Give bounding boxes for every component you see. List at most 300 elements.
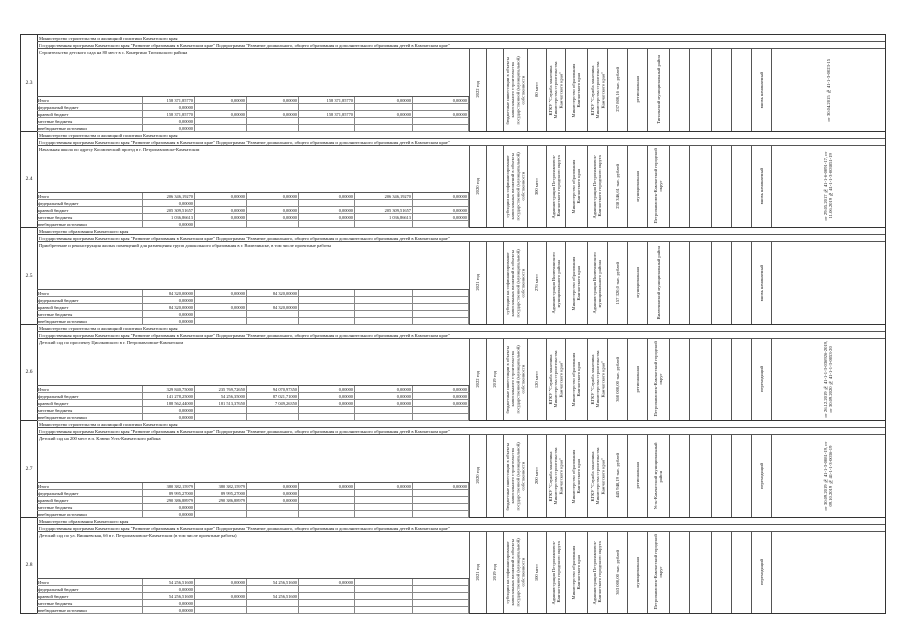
ministry-header: Министерство образования Камчатского края	[37, 228, 885, 235]
attribute-cell	[469, 146, 486, 228]
attribute-text: Министерство образования Камчатского края	[571, 159, 582, 214]
attribute-cell	[689, 49, 711, 131]
financing-value: 235 769,72650	[195, 386, 247, 393]
financing-value	[413, 511, 469, 518]
financing-row	[37, 497, 469, 504]
financing-value	[413, 407, 469, 414]
financing-value	[355, 579, 413, 586]
attribute-text: Тигильский муниципальный район	[655, 55, 661, 125]
financing-value	[195, 407, 247, 414]
attribute-cell	[627, 146, 647, 228]
financing-source-label: внебюджетные источники	[37, 607, 143, 614]
financing-value	[247, 586, 299, 593]
project-title: Детский сад по ул. Вишневская, 6б в г. Петропавловске-Камчатском (в том числе проектные работы)	[39, 532, 237, 538]
financing-value: 0,00000	[247, 111, 299, 118]
financing-source-label: федеральный бюджет	[37, 586, 143, 593]
financing-row	[37, 125, 469, 132]
attribute-cell	[503, 435, 527, 517]
financing-value: 0,00000	[143, 297, 195, 304]
financing-value: 0,00000	[299, 386, 355, 393]
project-block	[21, 518, 885, 615]
financing-value	[413, 600, 469, 607]
financing-value: 1 036,86613	[143, 214, 195, 221]
financing-value	[355, 490, 413, 497]
financing-value: 0,00000	[195, 193, 247, 200]
attribute-text: Министерство образования Камчатского края	[571, 545, 582, 600]
attribute-cell	[503, 242, 527, 324]
attribute-cell	[771, 532, 885, 614]
attribute-cell	[751, 435, 771, 517]
financing-row	[37, 311, 469, 318]
financing-row	[37, 414, 469, 421]
attribute-cell	[751, 146, 771, 228]
financing-value: 0,00000	[355, 400, 413, 407]
financing-value: 0,00000	[143, 221, 195, 228]
financing-source-label: федеральный бюджет	[37, 393, 143, 400]
financing-value	[247, 504, 299, 511]
financing-value: 0,00000	[413, 207, 469, 214]
financing-row	[37, 593, 469, 600]
financing-source-label: федеральный бюджет	[37, 490, 143, 497]
financing-row	[37, 490, 469, 497]
ministry-header: Министерство строительства и жилищной политики Камчатского края	[37, 132, 885, 139]
financing-source-label: местные бюджеты	[37, 118, 143, 125]
attribute-text: 80 мест	[534, 82, 540, 98]
financing-value	[247, 607, 299, 614]
financing-value: 0,00000	[413, 400, 469, 407]
project-title: Строительство детского сада на 80 мест в с. Конергино Тигильского района	[39, 50, 188, 55]
attribute-cell	[731, 49, 751, 131]
attribute-text: субсидии на софинансирование капитальных вложений в объекты государственной (муниципальной) собственности	[505, 152, 526, 221]
attribute-cell	[607, 339, 627, 421]
document-table	[20, 34, 886, 614]
financing-value	[299, 200, 355, 207]
financing-value	[413, 414, 469, 421]
financing-value: 89 995,27000	[195, 490, 247, 497]
financing-row	[37, 318, 469, 325]
attribute-text: субсидии на софинансирование капитальных вложений в объекты государственной (муниципальной) собственности	[505, 248, 526, 317]
financing-value: 158 371,85770	[143, 97, 195, 104]
program-header: Государственная программа Камчатского края "Развитие образования в Камчатском крае" Подпрограмма "Развитие дошкольного, общего образования и дополнительного образования детей в Камчатском крае"	[37, 525, 885, 532]
financing-row	[37, 400, 469, 407]
attribute-cell	[689, 532, 711, 614]
financing-value	[355, 104, 413, 111]
attribute-text: Администрация Петропавловск-Камчатского городского округа	[550, 540, 561, 605]
attribute-cell	[546, 49, 565, 131]
financing-value	[299, 504, 355, 511]
financing-value	[195, 221, 247, 228]
project-title: Начальная школа по адресу Космический проезд в г. Петропавловске-Камчатском	[39, 146, 200, 152]
financing-value: 1 036,86613	[355, 214, 413, 221]
attribute-text: КГКУ "Служба заказчика Министерства строительства Камчатского края"	[548, 447, 564, 505]
attribute-cell	[627, 532, 647, 614]
financing-value	[355, 504, 413, 511]
attribute-text: 120 мест	[534, 370, 540, 388]
attribute-text: 2020 год	[475, 467, 481, 485]
financing-value: 0,00000	[195, 579, 247, 586]
financing-row	[37, 118, 469, 125]
attribute-cell	[546, 435, 565, 517]
attribute-cell	[469, 242, 486, 324]
financing-source-label: федеральный бюджет	[37, 200, 143, 207]
attribute-text: 157 320,0 тыс. рублей	[614, 261, 620, 304]
financing-value	[355, 586, 413, 593]
financing-value	[299, 221, 355, 228]
financing-source-label: федеральный бюджет	[37, 297, 143, 304]
financing-value: 205 309,51657	[355, 207, 413, 214]
project-title: Детский сад на 200 мест в п. Ключи Усть-Камчатского района	[39, 436, 161, 441]
attribute-text: 2020 год	[475, 177, 481, 195]
attribute-text: 238 346,61 тыс. рублей	[614, 163, 620, 209]
financing-value	[247, 118, 299, 125]
financing-value: 0,00000	[143, 586, 195, 593]
financing-table	[37, 482, 469, 518]
attribute-cell	[486, 339, 503, 421]
financing-value: 158 371,85770	[299, 111, 355, 118]
attribute-text: Петропавловск-Камчатский городской округ	[653, 534, 664, 610]
financing-source-label: местные бюджеты	[37, 504, 143, 511]
financing-value	[299, 593, 355, 600]
financing-row	[37, 579, 469, 586]
attribute-cell	[607, 49, 627, 131]
attribute-text: Администрация Петропавловск-Камчатского городского округа	[592, 540, 603, 605]
attribute-cell	[469, 435, 486, 517]
attribute-cell	[607, 242, 627, 324]
attribute-cell	[486, 242, 503, 324]
financing-value: 0,00000	[195, 214, 247, 221]
financing-row	[37, 221, 469, 228]
financing-value: 84 320,00000	[247, 304, 299, 311]
financing-value	[413, 304, 469, 311]
attribute-text: региональная	[634, 462, 640, 489]
financing-value	[299, 290, 355, 297]
financing-value	[195, 104, 247, 111]
financing-row	[37, 504, 469, 511]
attribute-text: субсидии на софинансирование капитальных вложений в объекты государственной (муниципальной) собственности	[505, 538, 526, 607]
attribute-cell	[527, 49, 546, 131]
attribute-text: Вилючинский муниципальный район	[655, 246, 661, 320]
financing-value	[195, 600, 247, 607]
financing-table	[37, 385, 469, 421]
attribute-cell	[751, 242, 771, 324]
attribute-cell	[527, 242, 546, 324]
attribute-text: Усть-Камчатский муниципальный район	[653, 442, 664, 510]
attribute-cell	[565, 146, 587, 228]
attribute-cell	[689, 435, 711, 517]
financing-value: 54 256,35000	[195, 393, 247, 400]
financing-value: 181 513,37650	[195, 400, 247, 407]
financing-value: 87 021,71000	[247, 393, 299, 400]
attribute-text: муниципальная	[634, 556, 640, 588]
attribute-text: от 30.04.2015 № 41-1-3-0023-15	[825, 58, 831, 121]
attribute-text: от 26.12.2019 № 41-1-1-3-036926-2019, от 30.09.2020 № 41-1-1-3-0053-20	[823, 340, 834, 418]
financing-value: 158 371,85770	[299, 97, 355, 104]
financing-source-label: местные бюджеты	[37, 600, 143, 607]
financing-value: 0,00000	[299, 393, 355, 400]
row-number: 2.5	[21, 228, 38, 324]
financing-value	[195, 586, 247, 593]
financing-source-label: внебюджетные источники	[37, 318, 143, 325]
financing-value	[413, 125, 469, 132]
attribute-cell	[527, 435, 546, 517]
attribute-cell	[751, 339, 771, 421]
financing-value: 0,00000	[413, 214, 469, 221]
financing-row	[37, 104, 469, 111]
financing-source-label: краевой бюджет	[37, 111, 143, 118]
financing-value: 84 320,00000	[143, 290, 195, 297]
financing-value: 380 382,15979	[143, 483, 195, 490]
row-number: 2.3	[21, 35, 38, 131]
financing-value	[247, 414, 299, 421]
row-number: 2.8	[21, 518, 38, 614]
program-header: Государственная программа Камчатского края "Развитие образования в Камчатском крае" Подпрограмма "Развитие дошкольного, общего образования и дополнительного образования детей в Камчатском крае"	[37, 428, 885, 435]
attribute-text: Администрация Вилючинского муниципального района	[592, 252, 603, 314]
attribute-text: вновь начинаемый	[758, 264, 764, 301]
attribute-text: 237 800,16 тыс. рублей	[614, 67, 620, 113]
financing-row	[37, 607, 469, 614]
project-block	[21, 325, 885, 422]
financing-row	[37, 97, 469, 104]
financing-value	[299, 318, 355, 325]
attribute-cell	[486, 532, 503, 614]
financing-value	[355, 125, 413, 132]
financing-row	[37, 111, 469, 118]
financing-value	[413, 318, 469, 325]
financing-value: 0,00000	[247, 193, 299, 200]
attribute-cell	[527, 532, 546, 614]
financing-source-label: внебюджетные источники	[37, 221, 143, 228]
attribute-cell	[627, 339, 647, 421]
financing-row	[37, 304, 469, 311]
attribute-cell	[711, 146, 731, 228]
financing-value	[299, 118, 355, 125]
financing-value: 89 995,27000	[143, 490, 195, 497]
attribute-text: региональная	[634, 365, 640, 393]
financing-value	[413, 607, 469, 614]
financing-value	[299, 511, 355, 518]
attribute-text: переходящий	[758, 559, 764, 586]
attribute-cell	[587, 146, 607, 228]
financing-value	[299, 490, 355, 497]
financing-value	[413, 579, 469, 586]
attribute-cell	[627, 49, 647, 131]
attribute-cell	[669, 49, 689, 131]
attribute-text: Администрация Петропавловск-Камчатского городского округа	[592, 154, 603, 219]
attribute-cell	[711, 435, 731, 517]
attribute-text: КГКУ "Служба заказчика Министерства строительства Камчатского края"	[589, 447, 606, 505]
financing-value: 0,00000	[299, 207, 355, 214]
attribute-text: переходящий	[758, 462, 764, 489]
financing-value	[413, 311, 469, 318]
financing-source-label: внебюджетные источники	[37, 125, 143, 132]
financing-value	[413, 593, 469, 600]
financing-value	[195, 297, 247, 304]
financing-value: 54 256,51600	[143, 593, 195, 600]
financing-row	[37, 193, 469, 200]
program-header: Государственная программа Камчатского края "Развитие образования в Камчатском крае" Подпрограмма "Развитие дошкольного, общего образования и дополнительного образования детей в Камчатском крае"	[37, 42, 885, 49]
attribute-cell	[711, 339, 731, 421]
attribute-cell	[647, 49, 669, 131]
financing-value: 0,00000	[413, 193, 469, 200]
financing-value: 0,00000	[355, 111, 413, 118]
financing-value: 0,00000	[143, 311, 195, 318]
attribute-cell	[627, 435, 647, 517]
attribute-cell	[771, 435, 885, 517]
attribute-cell	[565, 49, 587, 131]
financing-source-label: краевой бюджет	[37, 497, 143, 504]
financing-value	[299, 297, 355, 304]
financing-value	[355, 607, 413, 614]
attribute-text: муниципальная	[634, 267, 640, 299]
financing-value	[195, 511, 247, 518]
financing-value: 0,00000	[247, 214, 299, 221]
financing-table	[37, 578, 469, 614]
attribute-cell	[689, 339, 711, 421]
financing-value: 0,00000	[299, 400, 355, 407]
attribute-cell	[546, 146, 565, 228]
attribute-text: КГКУ "Служба заказчика Министерства строительства Камчатского края"	[589, 61, 606, 119]
attribute-cell	[607, 532, 627, 614]
row-number: 2.4	[21, 132, 38, 228]
financing-value: 188 562,44000	[143, 400, 195, 407]
attribute-cell	[546, 339, 565, 421]
financing-value: 0,00000	[299, 214, 355, 221]
project-block	[21, 132, 885, 229]
financing-source-label: местные бюджеты	[37, 311, 143, 318]
ministry-header: Министерство строительства и жилищной политики Камчатского края	[37, 325, 885, 332]
financing-value: 0,00000	[355, 386, 413, 393]
financing-source-label: краевой бюджет	[37, 304, 143, 311]
financing-row	[37, 290, 469, 297]
attribute-cell	[771, 49, 885, 131]
attribute-cell	[771, 146, 885, 228]
attribute-text: переходящий	[758, 366, 764, 393]
financing-value: 0,00000	[413, 97, 469, 104]
financing-source-label: местные бюджеты	[37, 214, 143, 221]
attribute-text: Министерство образования Камчатского края	[571, 352, 582, 407]
attribute-cell	[587, 49, 607, 131]
attribute-cell	[546, 242, 565, 324]
financing-value	[355, 221, 413, 228]
attribute-text: Петропавловск-Камчатский городской округ	[653, 148, 664, 224]
financing-source-label: Итого	[37, 290, 143, 297]
financing-value	[247, 311, 299, 318]
financing-row	[37, 297, 469, 304]
attribute-cell	[607, 146, 627, 228]
financing-value: 0,00000	[143, 318, 195, 325]
financing-value: 7 049,26350	[247, 400, 299, 407]
attribute-text: Администрация Петропавловск-Камчатского городского округа	[550, 154, 561, 219]
attribute-text: 300 мест	[534, 177, 540, 195]
attribute-cell	[647, 435, 669, 517]
financing-source-label: Итого	[37, 97, 143, 104]
project-title: Приобретение и реконструкция жилых помещений для размещения групп дошкольного образования в г. Вилючинске, в том числе проектные работы	[39, 243, 332, 248]
attribute-cell	[503, 339, 527, 421]
attribute-cell	[689, 146, 711, 228]
financing-row	[37, 386, 469, 393]
row-number: 2.7	[21, 421, 38, 517]
financing-value: 0,00000	[299, 193, 355, 200]
attribute-cell	[503, 49, 527, 131]
financing-value	[413, 118, 469, 125]
financing-value	[195, 311, 247, 318]
financing-value	[247, 511, 299, 518]
financing-value	[299, 586, 355, 593]
financing-value: 84 320,00000	[143, 304, 195, 311]
financing-value	[355, 318, 413, 325]
financing-value: 0,00000	[413, 483, 469, 490]
financing-value	[413, 200, 469, 207]
project-title: Детский сад по проспекту Циолковского в г. Петропавловске-Камчатском	[39, 339, 184, 345]
attribute-cell	[587, 242, 607, 324]
financing-value: 206 346,19270	[143, 193, 195, 200]
financing-value: 380 382,15979	[195, 483, 247, 490]
financing-value	[413, 497, 469, 504]
financing-value	[299, 607, 355, 614]
financing-value	[299, 414, 355, 421]
financing-value	[299, 311, 355, 318]
financing-value: 0,00000	[413, 386, 469, 393]
financing-value: 0,00000	[413, 393, 469, 400]
financing-row	[37, 407, 469, 414]
attribute-cell	[565, 435, 587, 517]
financing-table	[37, 96, 469, 132]
attribute-cell	[751, 49, 771, 131]
financing-value: 0,00000	[195, 97, 247, 104]
attribute-text: от 29.05.2017 № 41-1-6-0091-17, от 11.06.2019 № 41-1-1-3-003851-19	[823, 151, 834, 221]
attribute-cell	[669, 435, 689, 517]
financing-row	[37, 600, 469, 607]
financing-value: 290 386,88979	[143, 497, 195, 504]
financing-value: 0,00000	[143, 407, 195, 414]
financing-value: 0,00000	[247, 490, 299, 497]
financing-value	[299, 600, 355, 607]
financing-value: 206 346,19270	[355, 193, 413, 200]
financing-value: 0,00000	[413, 111, 469, 118]
attribute-cell	[647, 242, 669, 324]
financing-value	[355, 200, 413, 207]
attribute-cell	[669, 532, 689, 614]
attribute-cell	[731, 532, 751, 614]
financing-value: 0,00000	[355, 393, 413, 400]
financing-value	[413, 297, 469, 304]
attribute-cell	[565, 532, 587, 614]
financing-value: 0,00000	[247, 97, 299, 104]
financing-value	[247, 407, 299, 414]
financing-value: 0,00000	[195, 207, 247, 214]
attribute-cell	[469, 49, 486, 131]
attribute-cell	[731, 339, 751, 421]
row-number: 2.6	[21, 325, 38, 421]
financing-source-label: Итого	[37, 579, 143, 586]
attribute-cell	[711, 242, 731, 324]
financing-value	[195, 318, 247, 325]
attribute-text: бюджетные инвестиции в объекты капитального строительства государственной (муниципальной) собственности	[505, 345, 526, 414]
financing-value	[413, 490, 469, 497]
attribute-text: КГКУ "Служба заказчика Министерства строительства Камчатского края"	[548, 61, 564, 119]
attribute-cell	[711, 49, 731, 131]
financing-value: 141 278,25000	[143, 393, 195, 400]
attribute-text: бюджетные инвестиции в объекты капитального строительства государственной (муниципальной) собственности	[505, 55, 526, 124]
financing-value: 0,00000	[143, 118, 195, 125]
attribute-cell	[546, 532, 565, 614]
attribute-text: от 30.09.2019 № 41-1-3-0081-19, от 09.10.2019 № 41-1-1-3-0036-19	[823, 441, 834, 511]
financing-value: 54 256,51600	[143, 579, 195, 586]
attribute-text: вновь начинаемый	[758, 168, 764, 205]
attribute-cell	[647, 532, 669, 614]
attribute-cell	[711, 532, 731, 614]
financing-value: 0,00000	[143, 511, 195, 518]
